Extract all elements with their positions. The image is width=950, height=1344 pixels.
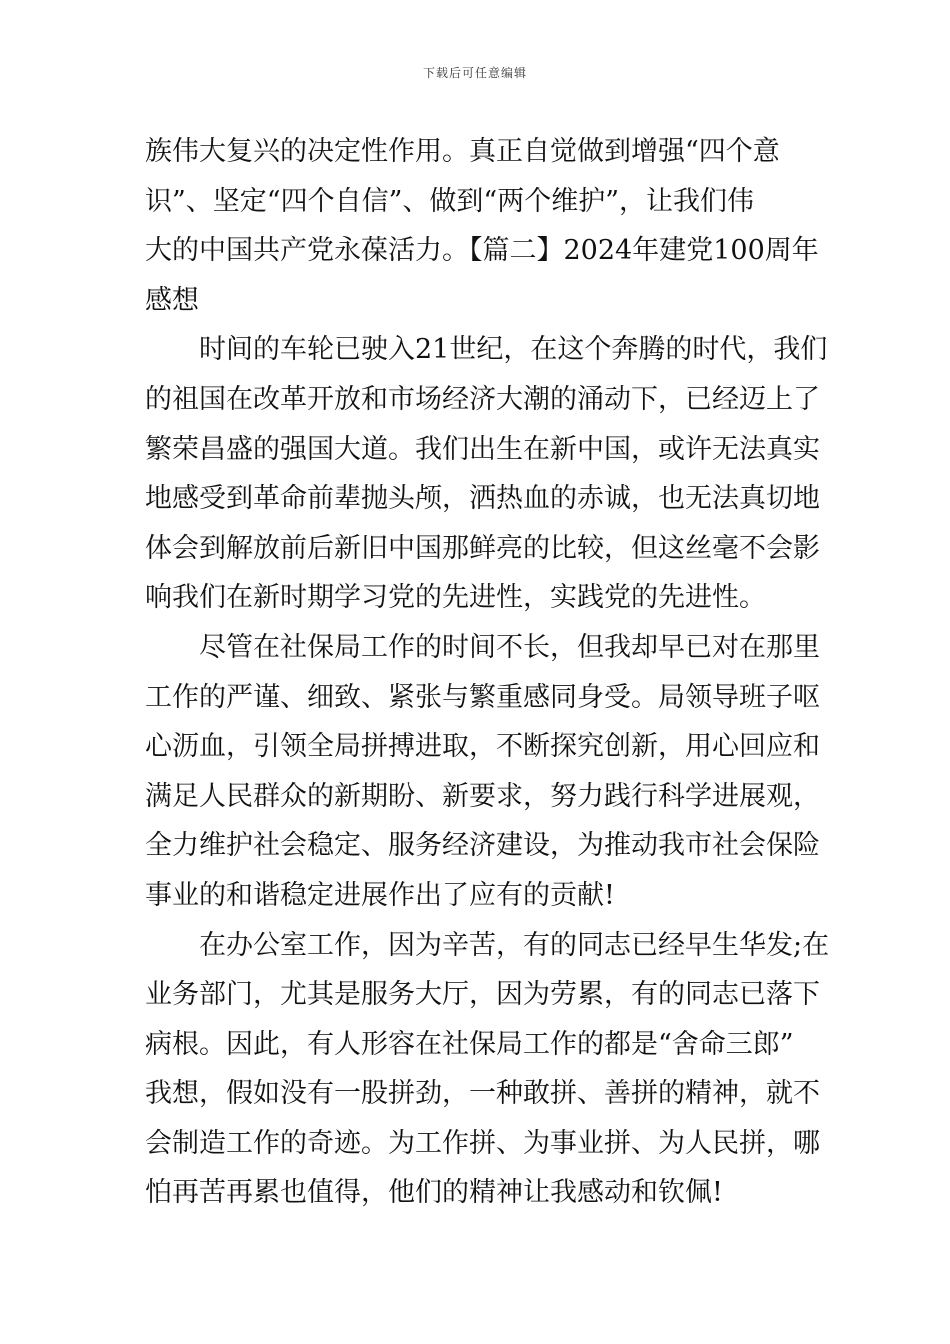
page-header: 下载后可任意编辑 [422, 66, 527, 80]
text-line: 在办公室工作，因为辛苦，有的同志已经早生华发;在 [199, 929, 830, 961]
text-line: 心沥血，引领全局拼搏进取，不断探究创新，用心回应和 [145, 731, 820, 763]
text-line: 病根。因此，有人形容在社保局工作的都是“舍命三郎” [145, 1028, 794, 1060]
text-line: 事业的和谐稳定进展作出了应有的贡献! [145, 879, 615, 911]
paragraph-1 [145, 127, 819, 325]
text-line: 全力维护社会稳定、服务经济建设，为推动我市社会保险 [145, 830, 820, 862]
text-line: 感想 [145, 284, 199, 316]
text-line: 识”、坚定“四个自信”、做到“两个维护”，让我们伟 [145, 185, 755, 217]
text-line: 的祖国在改革开放和市场经济大潮的涌动下，已经迈上了 [145, 383, 820, 415]
text-line: 体会到解放前后新旧中国那鲜亮的比较，但这丝毫不会影 [145, 532, 820, 564]
text-line: 繁荣昌盛的强国大道。我们出生在新中国，或许无法真实 [145, 433, 820, 465]
text-line: 我想，假如没有一股拼劲，一种敢拼、善拼的精神，就不 [145, 1078, 820, 1110]
text-line: 工作的严谨、细致、紧张与繁重感同身受。局领导班子呕 [145, 681, 820, 713]
text-line: 业务部门，尤其是服务大厅，因为劳累，有的同志已落下 [145, 979, 820, 1011]
text-line: 会制造工作的奇迹。为工作拼、为事业拼、为人民拼，哪 [145, 1127, 820, 1159]
text-line: 怕再苦再累也值得，他们的精神让我感动和钦佩! [145, 1177, 723, 1209]
text-line: 响我们在新时期学习党的先进性，实践党的先进性。 [145, 582, 766, 614]
paragraph-4 [145, 921, 830, 1219]
document-body [145, 127, 830, 1218]
text-line: 满足人民群众的新期盼、新要求，努力践行科学进展观， [145, 780, 820, 812]
paragraph-3 [145, 623, 820, 921]
text-line: 地感受到革命前辈抛头颅，洒热血的赤诚，也无法真切地 [145, 483, 820, 515]
text-line: 大的中国共产党永葆活力。【篇二】2024年建党100周年 [145, 235, 819, 267]
paragraph-2 [145, 325, 828, 623]
text-line: 尽管在社保局工作的时间不长，但我却早已对在那里 [199, 631, 820, 663]
text-line: 族伟大复兴的决定性作用。真正自觉做到增强“四个意 [145, 136, 780, 167]
text-line: 时间的车轮已驶入21世纪，在这个奔腾的时代，我们 [199, 334, 828, 366]
